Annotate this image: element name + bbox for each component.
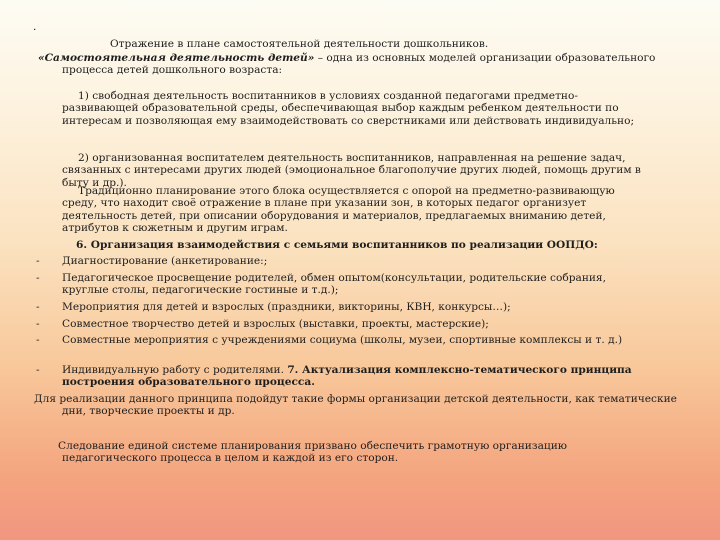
model-term: «Самостоятельная деятельность детей» [38, 52, 315, 64]
list-item: Совместное творчество детей и взрослых (выставки, проекты, мастерские); [62, 318, 489, 330]
bullet-dot: · [33, 24, 37, 36]
section-6-heading: 6. Организация взаимодействия с семьями воспитанников по реализации ООПДО: [76, 239, 598, 251]
list-item-with-section-7 [62, 364, 642, 389]
traditional-planning: Традиционно планирование этого блока осуществляется с опорой на предметно-развивающую среду, что находит своё отражение в плане при указании зон, в которых педагог организует деятельность детей, при описании оборудования и материалов, предлагаемых вниманию детей, атрибутов к сюжетным и другим играм. [62, 185, 615, 234]
conclusion-paragraph: Следование единой системе планирования призвано обеспечить грамотную организацию педагогического процесса в целом и каждой из его сторон. [58, 440, 568, 465]
list-item: Диагностирование (анкетирование:; [62, 255, 268, 267]
list-item: Совместные мероприятия с учреждениями социума (школы, музеи, спортивные комплексы и т. д.) [62, 334, 623, 346]
item-organized-activity: 2) организованная воспитателем деятельность воспитанников, направленная на решение задач, связанных с интересами других людей (эмоциональное благополучие других людей, помощь другим в быту и др.). [62, 152, 641, 189]
list-item: Педагогическое просвещение родителей, обмен опытом(консультации, родительские собрания, круглые столы, педагогические гостиные и т.д.); [62, 272, 606, 297]
list-dash: - [36, 255, 40, 267]
item-free-activity: 1) свободная деятельность воспитанников в условиях созданной педагогами предметно-развивающей образовательной среды, обеспечивающая выбор каждым ребенком деятельности по интересам и позволяющая ему взаимодействовать со сверстниками или действовать индивидуально; [62, 90, 635, 127]
list-dash: - [36, 334, 40, 346]
list-dash: - [36, 272, 40, 284]
list-dash: - [36, 301, 40, 313]
model-description: – одна из основных моделей организации образовательного процесса детей дошкольного возраста: [62, 52, 656, 77]
list-item: Мероприятия для детей и взрослых (праздники, викторины, КВН, конкурсы…); [62, 301, 511, 313]
section-7-heading: 7. Актуализация комплексно-тематического принципа построения образовательного процесса. [62, 364, 632, 389]
forms-paragraph: Для реализации данного принципа подойдут такие формы организации детской деятельности, как тематические дни, творческие проекты и др. [34, 393, 677, 418]
individual-work-item: Индивидуальную работу с родителями. [62, 364, 284, 376]
slide-title: Отражение в плане самостоятельной деятельности дошкольников. [110, 38, 489, 50]
list-dash: - [36, 364, 40, 376]
model-definition [38, 52, 662, 77]
list-dash: - [36, 318, 40, 330]
